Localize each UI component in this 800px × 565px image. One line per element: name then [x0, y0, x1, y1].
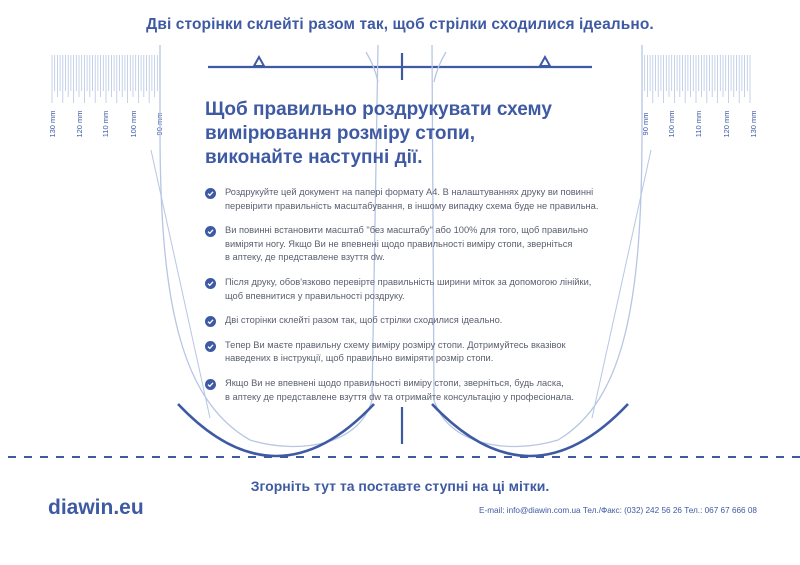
- triangle-marker-icon: [540, 57, 550, 66]
- instructions-heading: Щоб правильно роздрукувати схему вимірювання розміру стопи, виконайте наступні дії.: [205, 99, 552, 168]
- ruler-label: 120 mm: [722, 110, 731, 138]
- instruction-step-text: Роздрукуйте цей документ на папері формату А4. В налаштуваннях друку ви повинні перевірити правильність масштабування, в іншому випадку схема буде не правильна.: [225, 187, 599, 211]
- check-circle-icon: [205, 341, 216, 352]
- ruler-label: 100 mm: [667, 110, 676, 138]
- steps-list: [205, 186, 605, 404]
- right-ruler: [641, 55, 758, 138]
- brand-logo: diawin.eu: [48, 496, 144, 519]
- instruction-step-text: Тепер Ви маєте правильну схему виміру розміру стопи. Дотримуйтесь вказівок наведених в інструкції, щоб правильно виміряти розмір стопи.: [225, 339, 566, 364]
- contact-info: E-mail: info@diawin.com.ua Тел./Факс: (032) 242 56 26 Тел.: 067 67 666 08: [479, 506, 757, 515]
- ruler-label: 110 mm: [694, 110, 703, 138]
- ruler-label: 130 mm: [749, 110, 758, 138]
- ruler-label: 110 mm: [101, 110, 110, 138]
- instruction-step-text: Ви повинні встановити масштаб "без масштабу" або 100% для того, щоб правильно виміряти ногу. Якщо Ви не впевнені щодо правильності виміру стопи, зверніться в аптеку, де представлене взуття dw.: [225, 225, 589, 263]
- check-circle-icon: [205, 379, 216, 390]
- ruler-label: 90 mm: [155, 112, 164, 136]
- fold-instruction: Згорніть тут та поставте ступні на ці мітки.: [250, 478, 550, 494]
- instruction-step-text: Дві сторінки склейті разом так, щоб стрілки сходилися ідеально.: [225, 315, 503, 326]
- check-circle-icon: [205, 226, 216, 237]
- instruction-step: [205, 339, 605, 366]
- ruler-label: 120 mm: [75, 110, 84, 138]
- instruction-step-text: Якщо Ви не впевнені щодо правильності виміру стопи, зверніться, будь ласка, в аптеку де представлене взуття dw та отримайте консультацію у професіонала.: [225, 377, 574, 402]
- instruction-step: [205, 224, 605, 265]
- ruler-label: 130 mm: [48, 110, 57, 138]
- ruler-label: 100 mm: [129, 110, 138, 138]
- instruction-step-text: Після друку, обов'язково перевірте правильність ширини міток за допомогою лінійки, щоб впевнитися у правильності роздруку.: [225, 276, 592, 301]
- left-ruler: [48, 55, 164, 138]
- check-circle-icon: [205, 188, 216, 199]
- instruction-step: [205, 314, 605, 328]
- instruction-step: [205, 186, 605, 213]
- instruction-step: [205, 377, 605, 404]
- ruler-label: 90 mm: [641, 112, 650, 136]
- instructions-panel: [205, 98, 605, 415]
- top-instruction: Дві сторінки склейті разом так, щоб стрілки сходилися ідеально.: [146, 16, 654, 33]
- check-circle-icon: [205, 316, 216, 327]
- left-guide-line: [151, 150, 210, 418]
- check-circle-icon: [205, 278, 216, 289]
- instruction-step: [205, 276, 605, 303]
- triangle-marker-icon: [254, 57, 264, 66]
